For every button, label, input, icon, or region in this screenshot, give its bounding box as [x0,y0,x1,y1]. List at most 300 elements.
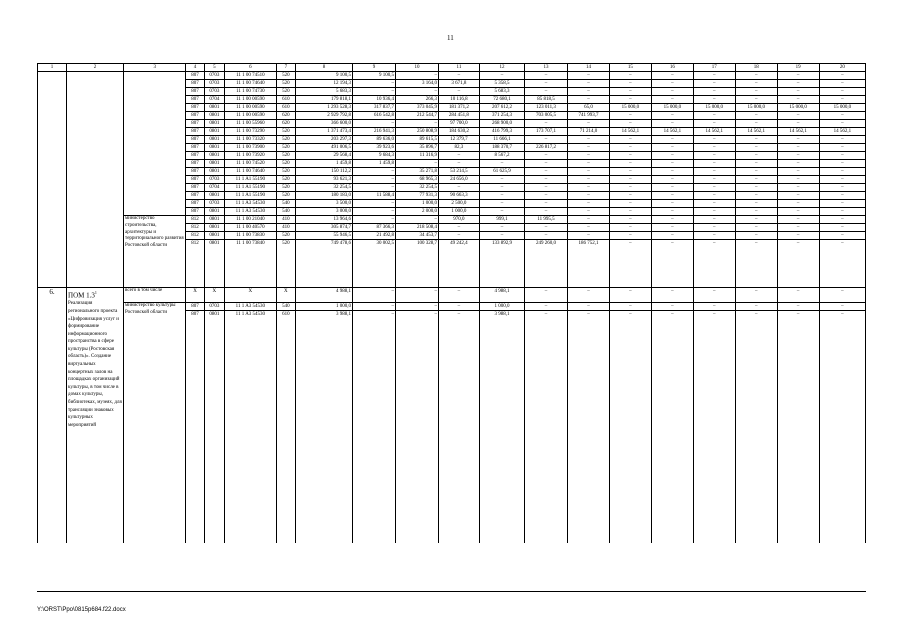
table-cell: 1 293 528,3 [296,104,353,112]
empty-cell [439,318,480,543]
table-cell: 0801 [204,160,224,168]
table-cell: – [479,160,524,168]
table-cell: 807 [186,303,204,311]
table-cell: – [777,88,819,96]
table-cell: 520 [276,88,295,96]
table-cell: 0801 [204,168,224,176]
column-number-9: 9 [353,64,396,72]
table-cell: – [609,232,651,240]
table-cell: 807 [186,152,204,160]
table-cell: – [693,224,735,232]
table-cell: – [693,311,735,319]
table-cell: 520 [276,80,295,88]
column-number-19: 19 [777,64,819,72]
table-cell: – [777,160,819,168]
table-cell: – [735,240,777,248]
empty-cell [479,318,524,543]
table-cell: – [777,192,819,200]
table-cell: 807 [186,136,204,144]
table-cell: 11 1 00 74640 [225,80,277,88]
table-cell: 610 [276,96,295,104]
empty-cell [353,247,396,288]
table-cell: 703 005,5 [525,112,568,120]
table-cell: – [819,303,865,311]
empty-cell [296,247,353,288]
table-cell: 11 1 00 73830 [225,232,277,240]
table-cell: – [396,160,439,168]
table-cell: – [568,176,610,184]
table-cell: – [693,88,735,96]
table-cell: 1 459,8 [353,160,396,168]
table-cell: – [439,72,480,80]
table-cell: – [568,144,610,152]
table-cell: 216 941,3 [353,128,396,136]
table-cell: – [439,303,480,311]
table-row [38,72,866,80]
empty-cell [525,318,568,543]
table-cell: 0801 [204,128,224,136]
empty-cell [204,247,224,288]
table-cell: 0703 [204,72,224,80]
column-number-20: 20 [819,64,865,72]
table-cell: 82,3 [439,144,480,152]
empty-cell [396,247,439,288]
table-cell: 520 [276,192,295,200]
table-cell: – [735,288,777,303]
table-cell: – [568,88,610,96]
table-cell: 3 988,1 [479,311,524,319]
table-cell: – [525,80,568,88]
table-cell: – [651,168,693,176]
table-cell: 0703 [204,88,224,96]
table-cell: – [609,288,651,303]
table-cell: – [651,224,693,232]
table-cell: – [568,168,610,176]
empty-cell [735,247,777,288]
table-cell: 807 [186,72,204,80]
table-cell: 2 000,0 [396,208,439,216]
table-cell: – [609,184,651,192]
table-cell: 807 [186,88,204,96]
table-cell: 371 254,3 [479,112,524,120]
table-cell: – [609,176,651,184]
table-cell: 133 892,9 [479,240,524,248]
table-cell: 0801 [204,136,224,144]
table-cell: – [609,112,651,120]
table-cell: – [609,216,651,224]
table-cell: 0704 [204,96,224,104]
table-cell: – [479,72,524,80]
table-cell: – [777,136,819,144]
table-cell: – [651,96,693,104]
table-cell: – [609,88,651,96]
table-cell: 0801 [204,311,224,319]
table-cell: – [609,303,651,311]
table-cell: 812 [186,224,204,232]
table-cell: 21 492,8 [353,232,396,240]
table-cell: – [568,96,610,104]
table-cell: – [568,160,610,168]
table-cell: – [568,303,610,311]
table-cell: – [439,224,480,232]
table-cell: – [651,311,693,319]
table-cell: 0801 [204,224,224,232]
table-cell: – [568,224,610,232]
column-number-12: 12 [479,64,524,72]
table-cell: 284 451,8 [439,112,480,120]
table-cell: 14 562,1 [609,128,651,136]
table-cell: – [353,311,396,319]
table-cell: – [353,216,396,224]
table-cell: 807 [186,128,204,136]
table-cell: 34 453,7 [396,232,439,240]
table-cell: – [651,144,693,152]
table-cell: – [693,144,735,152]
empty-cell [819,247,865,288]
table-cell: 11 1 A3 54530 [225,303,277,311]
table-cell: 15 000,0 [693,104,735,112]
table-cell: – [651,136,693,144]
table-cell: – [609,72,651,80]
footer-path: Y:\ORST\Ppo\0815p684.f22.docx [37,607,126,613]
table-cell: 11 1 00 74510 [225,72,277,80]
table-cell: – [353,184,396,192]
table-cell: 11 1 00 73290 [225,128,277,136]
table-cell: 1 000,0 [479,303,524,311]
section-title-text: ПОМ 1.3 [68,291,95,300]
table-cell: – [777,80,819,88]
table-cell: 32 254,5 [296,184,353,192]
table-cell: – [651,72,693,80]
table-row [38,303,866,311]
table-cell: – [735,311,777,319]
table-cell: – [609,224,651,232]
empty-cell [735,318,777,543]
table-cell: – [693,72,735,80]
table-cell: 11 995,5 [525,216,568,224]
table-cell: 970,0 [439,216,480,224]
table-cell: – [777,144,819,152]
table-cell: – [353,88,396,96]
empty-cell [479,247,524,288]
table-cell: 416 799,3 [479,128,524,136]
table-cell: – [525,136,568,144]
table-cell: – [568,72,610,80]
section-6-total-row [38,288,866,303]
table-cell: 49 242,4 [439,240,480,248]
table-cell: – [651,112,693,120]
table-cell: – [353,200,396,208]
table-cell: – [479,184,524,192]
empty-cell [225,318,277,543]
table-cell: 218 508,4 [396,224,439,232]
table-cell: 11 1 00 55960 [225,120,277,128]
table-cell: – [819,184,865,192]
table-cell: – [735,112,777,120]
empty-cell [186,318,204,543]
table-cell: – [777,216,819,224]
table-cell: – [396,288,439,303]
table-cell: – [525,160,568,168]
table-cell: – [735,88,777,96]
table-cell: 11 1 A1 55190 [225,176,277,184]
table-cell: 5 358,5 [479,80,524,88]
table-cell: 1 371 473,4 [296,128,353,136]
empty-cell [651,318,693,543]
empty-cell [609,318,651,543]
table-cell: 520 [276,128,295,136]
table-cell: 812 [186,240,204,248]
table-cell: – [651,184,693,192]
table-cell: 520 [276,232,295,240]
table-cell: Х [186,288,204,303]
table-cell: 15 000,0 [651,104,693,112]
column-number-4: 4 [186,64,204,72]
table-cell: 93 621,3 [296,176,353,184]
table-cell: 807 [186,176,204,184]
table-cell: – [819,176,865,184]
table-cell: 55 946,5 [296,232,353,240]
table-cell: 181 371,2 [439,104,480,112]
table-cell: – [693,160,735,168]
table-cell: – [568,136,610,144]
table-cell: – [735,152,777,160]
table-cell: – [693,303,735,311]
table-cell: 0703 [204,176,224,184]
table-cell: – [525,184,568,192]
table-cell: – [693,184,735,192]
table-cell: 35 896,7 [396,144,439,152]
table-cell: – [735,168,777,176]
table-cell: 812 [186,216,204,224]
table-cell: 1 000,0 [396,200,439,208]
table-cell: 305 874,7 [296,224,353,232]
table-cell: 11 1 00 40570 [225,224,277,232]
table-cell: 540 [276,200,295,208]
empty-cell [225,247,277,288]
table-cell: – [479,232,524,240]
section-number: 6. [38,288,67,544]
table-cell: – [568,216,610,224]
column-number-6: 6 [225,64,277,72]
table-cell: – [651,303,693,311]
table-cell: 89 636,0 [353,136,396,144]
table-cell: – [651,80,693,88]
table-cell: 410 [276,216,295,224]
empty-cell [568,247,610,288]
table-cell: – [353,208,396,216]
table-cell: – [396,216,439,224]
table-cell: 0703 [204,200,224,208]
table-cell: – [525,288,568,303]
empty-cell [276,247,295,288]
table-cell: 65,0 [568,104,610,112]
table-cell: 807 [186,311,204,319]
table-cell: – [525,311,568,319]
table-cell: – [819,232,865,240]
table-cell: 807 [186,168,204,176]
table-cell: 1 459,8 [296,160,353,168]
table-cell: 11 1 00 74730 [225,88,277,96]
table-cell: 520 [276,144,295,152]
table-cell: 90 663,3 [439,192,480,200]
table-cell: – [396,88,439,96]
table-cell: – [479,200,524,208]
table-cell: – [439,152,480,160]
table-cell: – [479,176,524,184]
page-number: 11 [447,34,454,42]
empty-cell [186,247,204,288]
table-cell: 5 683,3 [479,88,524,96]
table-cell: – [609,208,651,216]
table-cell: 3 988,1 [296,311,353,319]
table-cell: 15 000,0 [609,104,651,112]
table-cell: 540 [276,208,295,216]
table-cell: – [735,136,777,144]
table-cell: 741 993,7 [568,112,610,120]
table-cell: – [777,224,819,232]
table-cell: 3 164,0 [396,80,439,88]
column-number-header-row [38,64,866,72]
table-cell: 203 297,3 [296,136,353,144]
table-cell: 150 112,2 [296,168,353,176]
table-cell: 0703 [204,303,224,311]
table-cell: – [819,192,865,200]
table-cell: – [651,88,693,96]
table-cell: 173 707,1 [525,128,568,136]
empty-cell [525,247,568,288]
table-cell: – [651,200,693,208]
total-label: всего в том числе [124,288,186,303]
table-cell: – [568,192,610,200]
table-cell: – [525,200,568,208]
table-cell: – [819,120,865,128]
table-cell: 807 [186,184,204,192]
table-cell: 68 965,3 [396,176,439,184]
table-cell: – [651,288,693,303]
measure-name-cell [67,72,124,288]
table-cell: – [735,224,777,232]
table-cell: 807 [186,144,204,152]
table-cell: – [693,152,735,160]
table-cell: 11 1 00 74520 [225,160,277,168]
table-cell: 11 1 00 74640 [225,168,277,176]
budget-table [37,63,866,543]
table-cell: – [693,216,735,224]
table-cell: – [819,160,865,168]
column-number-10: 10 [396,64,439,72]
empty-cell [276,318,295,543]
table-cell: – [735,303,777,311]
table-cell: 3 671,8 [439,80,480,88]
table-cell: – [609,160,651,168]
page-bottom-border [37,591,866,592]
table-cell: 807 [186,160,204,168]
table-cell: – [609,120,651,128]
table-cell: – [525,232,568,240]
table-cell: – [735,232,777,240]
row-number-cell [38,72,67,288]
table-cell: 268 900,0 [479,120,524,128]
table-cell: – [525,192,568,200]
table-cell: 87 366,3 [353,224,396,232]
table-cell: – [568,200,610,208]
empty-cell [204,318,224,543]
table-cell: 11 1 A1 55190 [225,184,277,192]
table-cell: 520 [276,160,295,168]
table-cell: – [609,168,651,176]
table-cell: 32 254,5 [396,184,439,192]
table-cell: 9 100,5 [296,72,353,80]
table-cell: Х [225,288,277,303]
column-number-18: 18 [735,64,777,72]
table-cell: – [353,176,396,184]
table-cell: – [525,120,568,128]
table-cell: 123 011,3 [525,104,568,112]
table-cell: – [609,136,651,144]
section-description: Реализация регионального проекта «Цифровизация услуг и формирование информационного пространства в сфере культуры (Ростовская область)». Создание виртуальных концертных залов на площадках организаций культуры, в том числе в домах культуры, библиотеках, музеях, для трансляции знаковых культурных мероприятий [68,301,122,428]
table-cell: 0801 [204,216,224,224]
column-number-3: 3 [124,64,186,72]
table-cell: – [353,120,396,128]
table-cell: – [735,184,777,192]
table-cell: 807 [186,120,204,128]
table-cell: 373 045,9 [396,104,439,112]
table-cell: 226 817,2 [525,144,568,152]
table-cell: – [735,160,777,168]
table-cell: 812 [186,232,204,240]
table-cell: 14 562,1 [651,128,693,136]
table-cell: – [777,184,819,192]
table-cell: – [439,311,480,319]
table-cell: – [819,208,865,216]
table-cell: 266,3 [396,96,439,104]
table-cell: 11 1 A3 54530 [225,208,277,216]
table-cell: – [568,120,610,128]
empty-cell [568,318,610,543]
table-cell: – [693,232,735,240]
table-cell: 0801 [204,144,224,152]
table-cell: 807 [186,208,204,216]
table-cell: 4 988,1 [479,288,524,303]
table-cell: 71 214,0 [568,128,610,136]
table-cell: – [693,136,735,144]
table-cell: – [693,80,735,88]
table-cell: 0801 [204,240,224,248]
table-cell: – [439,160,480,168]
table-cell: – [735,176,777,184]
table-cell: 0801 [204,112,224,120]
table-cell: 97 700,0 [439,120,480,128]
table-cell: – [439,288,480,303]
table-cell: – [525,88,568,96]
table-cell: – [353,303,396,311]
table-cell: – [651,208,693,216]
table-cell: 12 379,7 [439,136,480,144]
table-cell: Х [276,288,295,303]
table-cell: – [777,72,819,80]
table-cell: – [693,120,735,128]
table-cell: 186 752,1 [568,240,610,248]
table-cell: 14 562,1 [735,128,777,136]
table-cell: 39 923,6 [353,144,396,152]
table-cell: 520 [276,168,295,176]
table-cell: 1 000,0 [439,208,480,216]
table-cell: 14 562,1 [777,128,819,136]
table-cell: – [777,200,819,208]
table-cell: 184 630,2 [439,128,480,136]
table-cell: – [693,208,735,216]
